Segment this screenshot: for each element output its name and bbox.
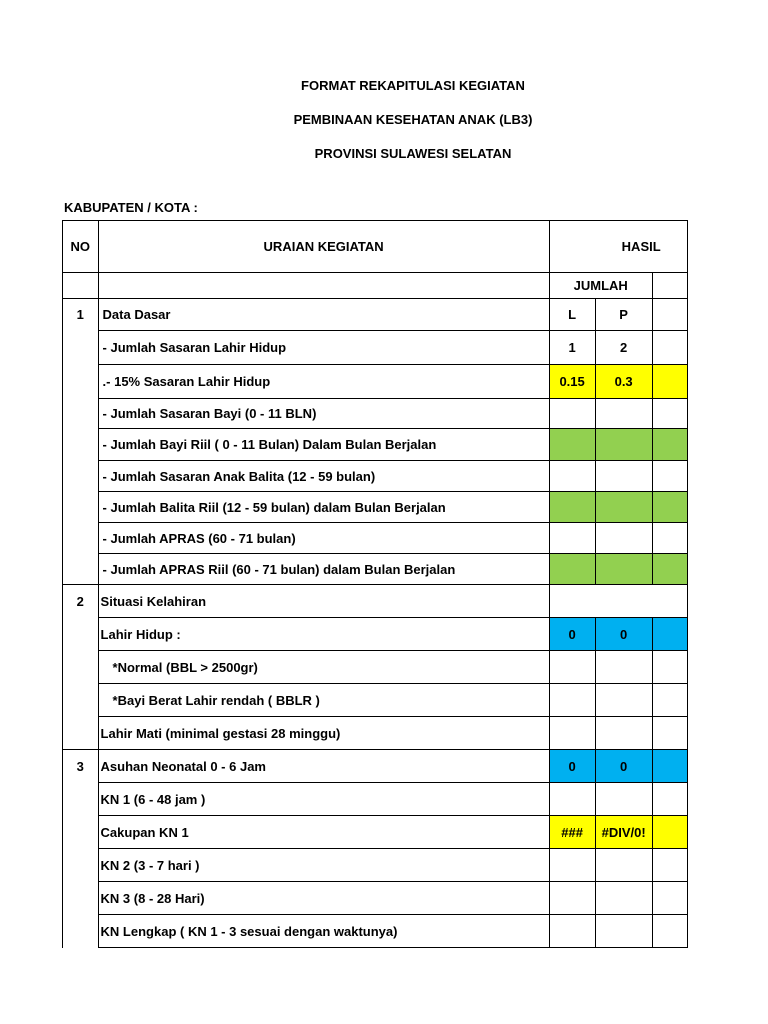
cell-p[interactable]	[595, 523, 652, 554]
cell-p[interactable]	[595, 915, 652, 948]
cell-p[interactable]	[595, 882, 652, 915]
cell-l[interactable]	[549, 684, 595, 717]
cell-l[interactable]: 0.15	[549, 365, 595, 399]
row-label: .- 15% Sasaran Lahir Hidup	[98, 365, 549, 399]
cell-l[interactable]	[549, 492, 595, 523]
table-row	[63, 585, 688, 618]
table-row	[63, 331, 688, 365]
cell-l[interactable]: ###	[549, 816, 595, 849]
table-row	[63, 816, 688, 849]
col-header-l: L	[549, 299, 595, 331]
table-row	[63, 717, 688, 750]
row-label: - Jumlah Bayi Riil ( 0 - 11 Bulan) Dalam Bulan Berjalan	[98, 429, 549, 461]
table-header-row	[63, 221, 688, 273]
table-row	[63, 523, 688, 554]
table-row	[63, 651, 688, 684]
row-label: KN 2 (3 - 7 hari )	[98, 849, 549, 882]
cell-l[interactable]	[549, 523, 595, 554]
cell-p[interactable]	[595, 492, 652, 523]
cell-l[interactable]: 0	[549, 750, 595, 783]
row-label: Cakupan KN 1	[98, 816, 549, 849]
cell-p[interactable]	[595, 554, 652, 585]
table-row	[63, 750, 688, 783]
cell-p[interactable]: #DIV/0!	[595, 816, 652, 849]
section-header: Situasi Kelahiran	[98, 585, 549, 618]
row-label: Asuhan Neonatal 0 - 6 Jam	[98, 750, 549, 783]
table-row	[63, 429, 688, 461]
table-row	[63, 783, 688, 816]
kabupaten-label: KABUPATEN / KOTA :	[64, 200, 198, 215]
cell-p[interactable]	[595, 399, 652, 429]
cell-l[interactable]	[549, 783, 595, 816]
table-row	[63, 299, 688, 331]
row-label: KN 1 (6 - 48 jam )	[98, 783, 549, 816]
cell-p[interactable]	[595, 717, 652, 750]
cell-l[interactable]	[549, 651, 595, 684]
row-label: - Jumlah APRAS Riil (60 - 71 bulan) dalam Bulan Berjalan	[98, 554, 549, 585]
row-number: 1	[63, 299, 99, 331]
table-row	[63, 365, 688, 399]
section-header: Data Dasar	[98, 299, 549, 331]
row-label: KN 3 (8 - 28 Hari)	[98, 882, 549, 915]
cell-p[interactable]	[595, 429, 652, 461]
cell-p[interactable]	[595, 651, 652, 684]
row-label: *Normal (BBL > 2500gr)	[98, 651, 549, 684]
row-label: KN Lengkap ( KN 1 - 3 sesuai dengan waktunya)	[98, 915, 549, 948]
table-row	[63, 492, 688, 523]
cell-p[interactable]: 2	[595, 331, 652, 365]
cell-l[interactable]	[549, 399, 595, 429]
col-header-hasil: HASIL	[549, 221, 687, 273]
cell-l[interactable]	[549, 554, 595, 585]
row-label: - Jumlah APRAS (60 - 71 bulan)	[98, 523, 549, 554]
table-row	[63, 882, 688, 915]
table-row	[63, 461, 688, 492]
row-label: - Jumlah Sasaran Lahir Hidup	[98, 331, 549, 365]
title-line-1: FORMAT REKAPITULASI KEGIATAN	[301, 78, 525, 93]
cell-l[interactable]	[549, 915, 595, 948]
cell-l[interactable]	[549, 461, 595, 492]
row-label: - Jumlah Sasaran Bayi (0 - 11 BLN)	[98, 399, 549, 429]
table-row	[63, 849, 688, 882]
cell-p[interactable]: 0.3	[595, 365, 652, 399]
row-label: *Bayi Berat Lahir rendah ( BBLR )	[98, 684, 549, 717]
col-header-no: NO	[63, 221, 99, 273]
table-row	[63, 684, 688, 717]
table-row	[63, 554, 688, 585]
cell-p[interactable]	[595, 684, 652, 717]
row-label: - Jumlah Balita Riil (12 - 59 bulan) dalam Bulan Berjalan	[98, 492, 549, 523]
row-label: Lahir Hidup :	[98, 618, 549, 651]
col-header-uraian: URAIAN KEGIATAN	[98, 221, 549, 273]
cell-l[interactable]: 0	[549, 618, 595, 651]
title-line-2: PEMBINAAN KESEHATAN ANAK (LB3)	[293, 112, 533, 127]
cell-p[interactable]	[595, 849, 652, 882]
table-row	[63, 618, 688, 651]
table-row	[63, 399, 688, 429]
row-number: 2	[63, 585, 99, 618]
cell-l[interactable]	[549, 717, 595, 750]
cell-l[interactable]	[549, 882, 595, 915]
col-header-p: P	[595, 299, 652, 331]
cell-l[interactable]: 1	[549, 331, 595, 365]
recap-table	[62, 220, 688, 948]
cell-p[interactable]	[595, 461, 652, 492]
cell-l[interactable]	[549, 849, 595, 882]
table-subheader-row	[63, 273, 688, 299]
cell-p[interactable]: 0	[595, 618, 652, 651]
row-label: - Jumlah Sasaran Anak Balita (12 - 59 bulan)	[98, 461, 549, 492]
col-header-jumlah: JUMLAH	[549, 273, 652, 299]
cell-p[interactable]: 0	[595, 750, 652, 783]
row-number: 3	[63, 750, 99, 783]
cell-l[interactable]	[549, 429, 595, 461]
table-row	[63, 915, 688, 948]
title-line-3: PROVINSI SULAWESI SELATAN	[314, 146, 512, 161]
cell-p[interactable]	[595, 783, 652, 816]
row-label: Lahir Mati (minimal gestasi 28 minggu)	[98, 717, 549, 750]
